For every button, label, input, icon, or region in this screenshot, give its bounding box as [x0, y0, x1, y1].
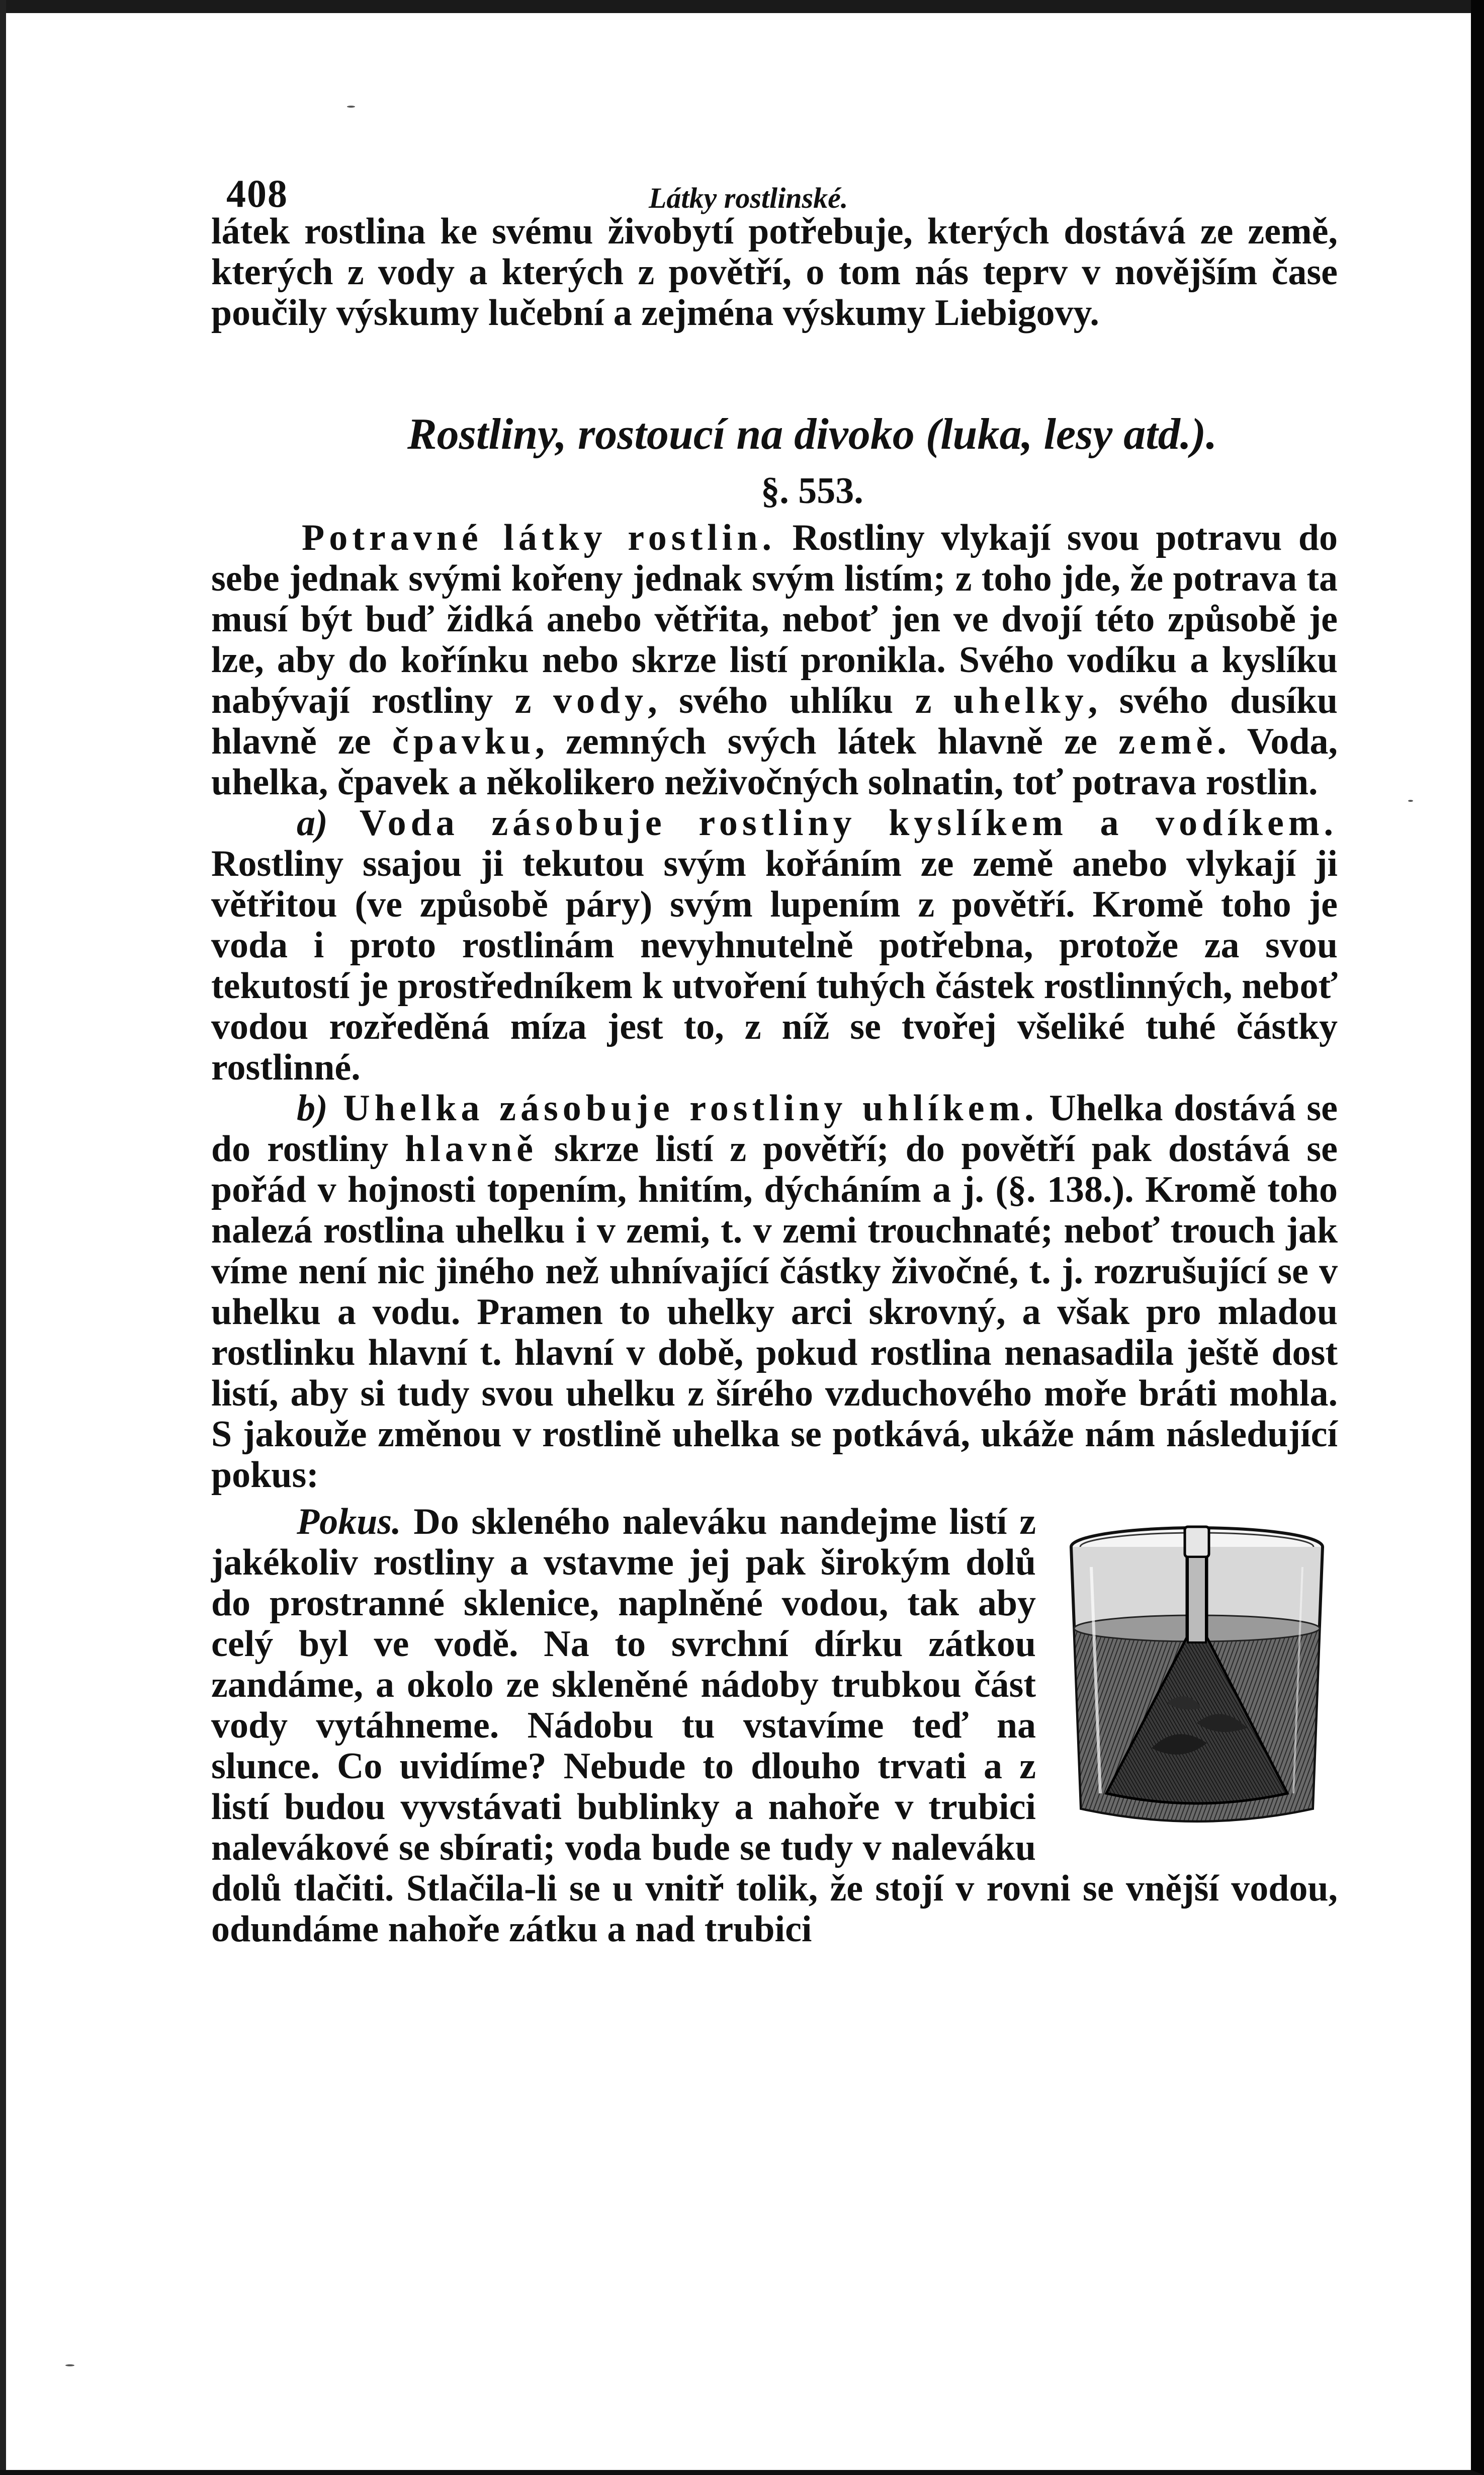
- paragraph-text: Uhelka dostává se do rostliny: [211, 1088, 1338, 1170]
- scan-speck: [65, 2364, 74, 2366]
- paragraph-b-uhelka: [211, 1088, 1338, 1496]
- paragraph-text: Do skleného naleváku nandejme listí z jakékoliv rostliny a vstavme jej pak širokým dolů do prostranné sklenice, naplněné vodou, tak aby celý byl ve vodě. Na to svrchní dírku zátkou zandáme, a okolo ze skleněné nádoby trubkou část vody vytáhneme. Nádobu tu vstavíme teď na slunce. Co uvidíme? Nebude to dlouho trvati a z listí budou vyvstávati bublinky a nahoře v trubici nalevákové se sbírati; voda bude se tudy v naleváku dolů tlačiti. Stlačila-li se u vnitř tolik, že stojí v rovni se vnější vodou, odundáme nahoře zátku a nad trubici: [211, 1501, 1338, 1950]
- page-content: [211, 151, 1338, 1950]
- intro-paragraph: látek rostlina ke svému živobytí potřebuje, kterých dostává ze země, kterých z vody a kterých z povětří, o tom nás teprv v novějším čase poučily výskumy lučební a zejména výskumy Liebigovy.: [211, 211, 1338, 334]
- list-marker-a: a): [297, 802, 328, 844]
- page-number: 408: [226, 172, 288, 215]
- scan-speck: [347, 106, 355, 108]
- paragraph-text: . Voda, uhelka, čpavek a několikero neživočných solnatin, toť potrava rostlin.: [211, 721, 1338, 803]
- paragraph-a-voda: [211, 803, 1338, 1088]
- emphasis-hlavne: hlavně: [405, 1128, 538, 1170]
- emphasis-cpavku: čpavku: [392, 721, 536, 762]
- glass-funnel-icon: [1056, 1512, 1338, 1834]
- paragraph-text: Rostliny vlykají svou potravu do sebe jednak svými kořeny jednak svým listím; z toho jde, že potrava ta musí být buď židká anebo větřita, neboť jen ve dvojí této způsobě je lze, aby do kořínku nebo skrze listí pronikla. Svého vodíku a kyslíku nabývají rostliny z: [211, 517, 1338, 721]
- paragraph-text: , svého uhlíku z: [648, 680, 953, 721]
- pokus-section: [211, 1502, 1338, 1950]
- paragraph-text: , svého dusíku hlavně ze: [211, 680, 1338, 762]
- running-head: Látky rostlinské.: [649, 182, 848, 214]
- paragraph-lead: Uhelka zásobuje rostliny uhlíkem.: [327, 1088, 1038, 1129]
- paragraph-lead: Potravné látky rostlin.: [302, 517, 776, 558]
- section-number: §. 553.: [761, 470, 863, 512]
- paragraph-text: , zemných svých látek hlavně ze: [535, 721, 1119, 762]
- paragraph-text: Rostliny ssajou ji tekutou svým kořáním ze země anebo vlykají ji větřitou (ve způsobě páry) svým lupením z povětří. Kromě toho je voda i proto rostlinám nevyhnutelně potřebna, protože za svou tekutostí je prostředníkem k utvoření tuhých částek rostlinných, neboť vodou rozředěná míza jest to, z níž se tvořej všeliké tuhé částky rostlinné.: [211, 843, 1338, 1088]
- paragraph-potravne-latky: [211, 518, 1338, 803]
- list-marker-b: b): [297, 1088, 328, 1129]
- paragraph-lead: Pokus.: [297, 1501, 401, 1542]
- page-header: [211, 151, 1338, 216]
- emphasis-uhelky: uhelky: [953, 680, 1088, 721]
- paragraph-lead: Voda zásobuje rostliny kyslíkem a vodíkem.: [327, 802, 1338, 844]
- scan-speck: [1408, 800, 1413, 802]
- section-title: Rostliny, rostoucí na divoko (luka, lesy atd.).: [407, 410, 1217, 459]
- paragraph-text: skrze listí z povětří; do povětří pak dostává se pořád v hojnosti topením, hnitím, dýcháním a j. (§. 138.). Kromě toho nalezá rostlina uhelku i v zemi, t. v zemi trouchnaté; neboť trouch jak víme není nic jiného než uhnívající částky živočné, t. j. rozrušující se v uhelku a vodu. Pramen to uhelky arci skrovný, a však pro mladou rostlinku hlavní t. hlavní v době, pokud rostlina nenasadila ještě dost listí, aby si tudy svou uhelku z šírého vzduchového moře bráti mohla. S jakouže změnou v rostlině uhelka se potkává, ukáže nám následující pokus:: [211, 1128, 1338, 1496]
- emphasis-vody: vody: [553, 680, 648, 721]
- figure-glass-funnel: [1056, 1512, 1338, 1834]
- emphasis-zeme: země: [1118, 721, 1217, 762]
